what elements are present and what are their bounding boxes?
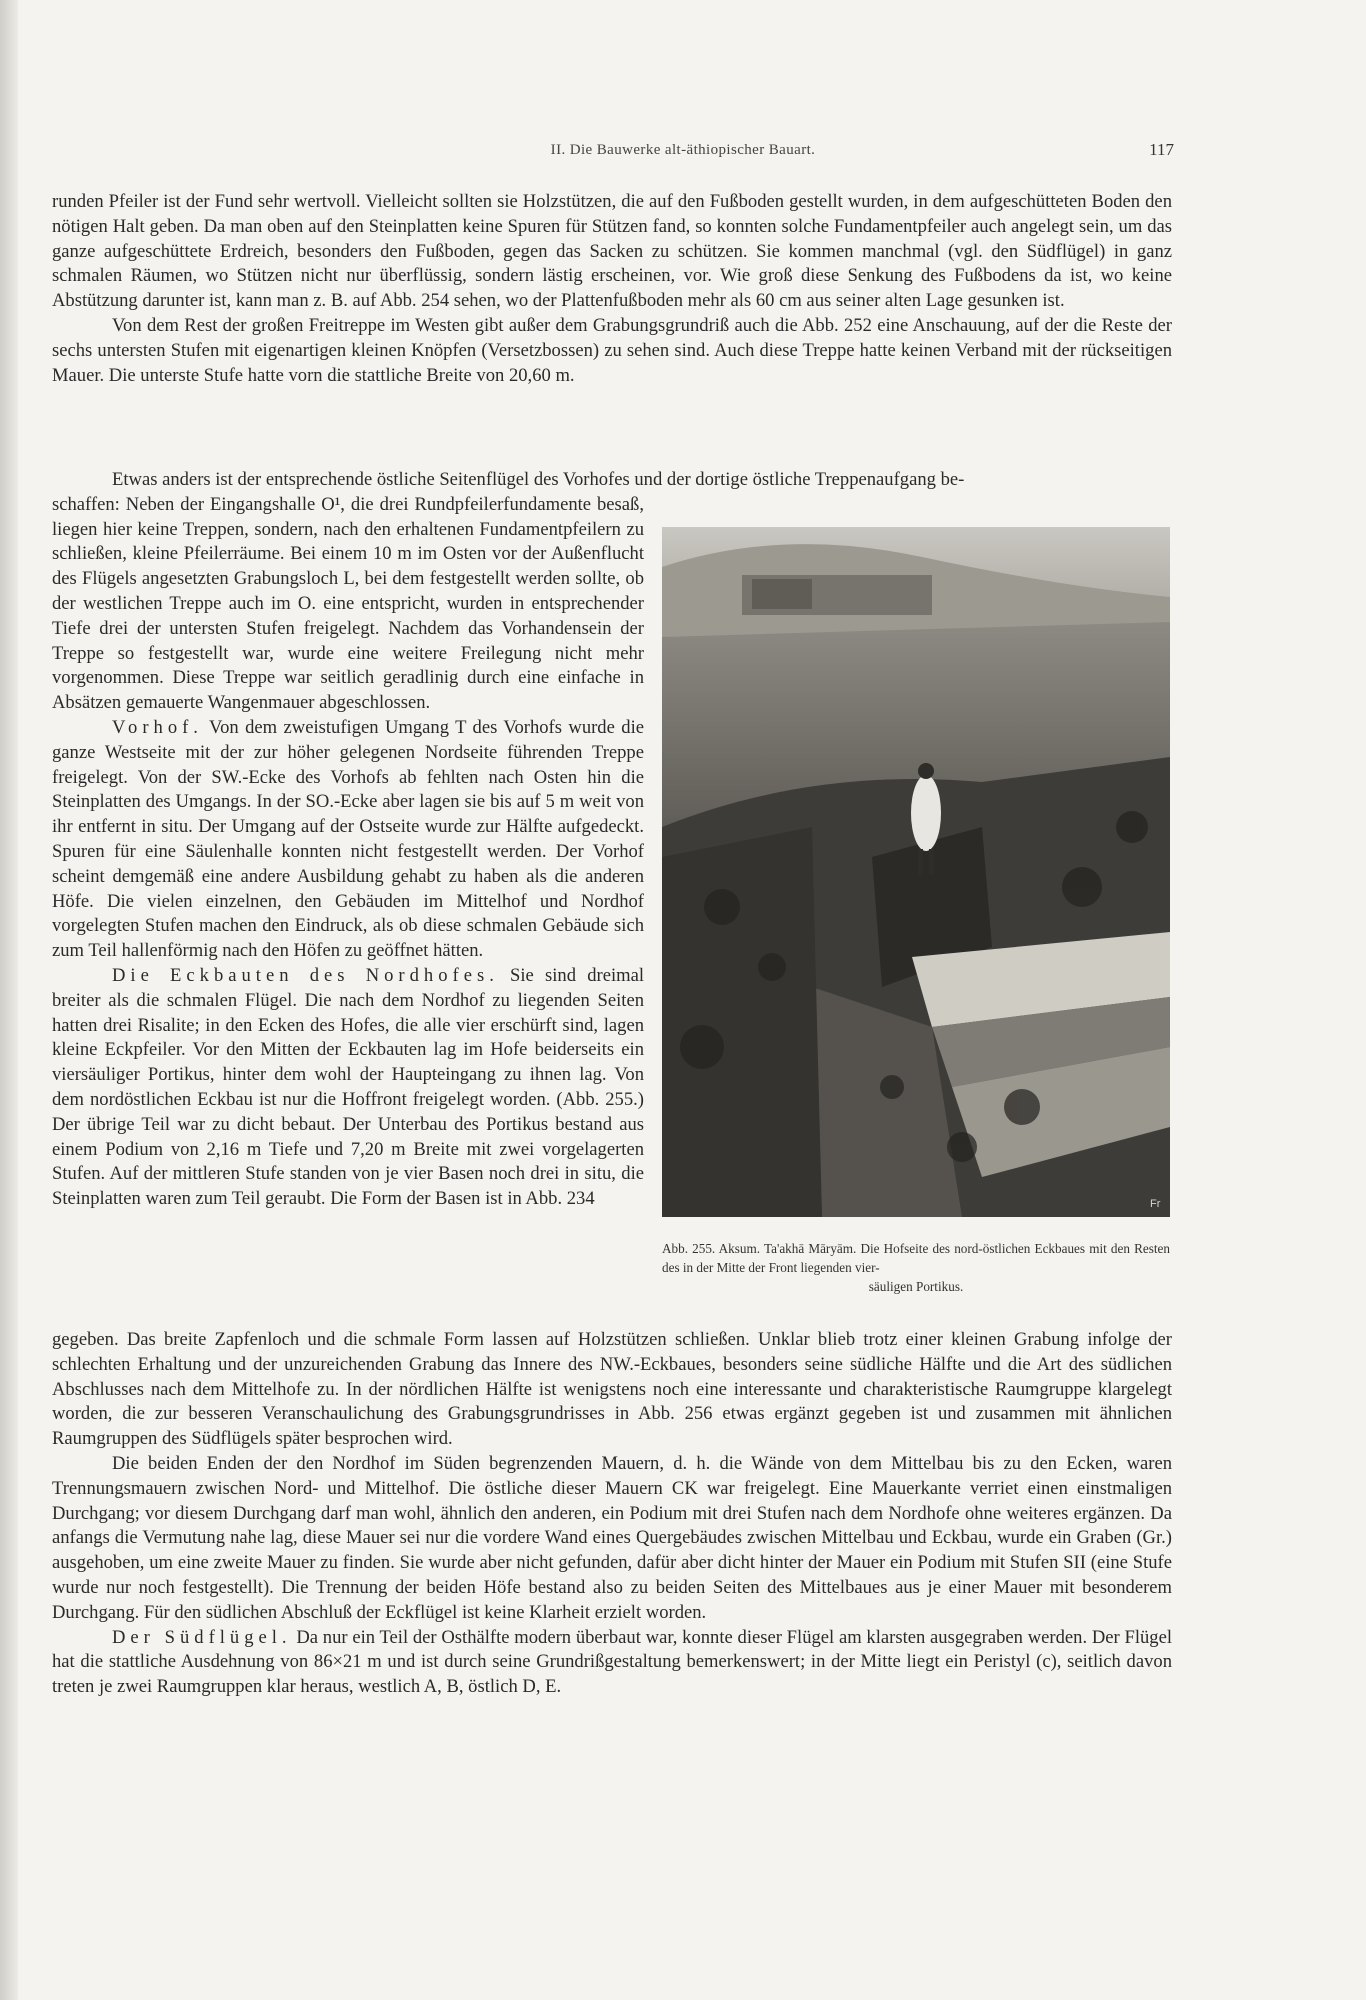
section-heading-vorhof: Vorhof. (112, 716, 203, 738)
excavation-photograph (662, 527, 1170, 1217)
page-edge-shadow (0, 0, 18, 2000)
paragraph (52, 964, 644, 1212)
figure-caption (662, 1239, 1170, 1296)
paragraph-body: Da nur ein Teil der Osthälfte modern überbaut war, konnte dieser Flügel am klarsten ausgegraben werden. Der Flügel hat die stattliche Ausdehnung von 86×21 m und ist durch seine Grundrißgestaltung bemerkenswert; in der Mitte liegt ein Peristyl (c), seitlich davon treten je zwei Raumgruppen klar heraus, westlich A, B, östlich D, E. (52, 1626, 1172, 1698)
caption-text: Abb. 255. Aksum. Ta'akhā Māryām. Die Hofseite des nord-östlichen Eckbaues mit den Resten des in der Mitte der Front liegenden vier- (662, 1241, 1170, 1275)
paragraph: runden Pfeiler ist der Fund sehr wertvoll. Vielleicht sollten sie Holzstützen, die auf den Fußboden gestellt wurden, in dem aufgeschütteten Boden den nötigen Halt geben. Da man oben auf den Steinplatten keine Spuren für Stützen fand, so konnten solche Fundamentpfeiler auch angelegt sein, um das ganze aufgeschüttete Erdreich, besonders den Fußboden, gegen das Sacken zu schützen. Sie kommen manchmal (vgl. den Südflügel) in ganz schmalen Räumen, wo Stützen nicht nur überflüssig, sondern lästig erscheinen, vor. Wie groß diese Senkung des Fußbodens da ist, wo keine Abstützung darunter ist, kann man z. B. auf Abb. 254 sehen, wo der Plattenfußboden mehr als 60 cm aus seiner alten Lage gesunken ist. (52, 191, 1172, 312)
photo-illustration (662, 527, 1170, 1217)
section-heading-suedfluegel: Der Südflügel. (112, 1626, 292, 1648)
page-header (0, 142, 1366, 166)
paragraph-body: Sie sind dreimal breiter als die schmalen Flügel. Die nach dem Nordhof zu liegenden Seiten hatten drei Risalite; in den Ecken des Hofes, die alle vier erschürft sind, lagen kleine Eckpfeiler. Vor den Mitten der Eckbauten lag im Hofe beiderseits ein viersäuliger Portikus, hinter dem wohl der Haupteingang zu ihnen lag. Von dem nordöstlichen Eckbau ist nur die Hoffront freigelegt worden. (Abb. 255.) Der übrige Teil war zu dicht bebaut. Der Unterbau des Portikus bestand aus einem Podium von 2,16 m Tiefe und 7,20 m Breite mit zwei vorgelagerten Stufen. Auf der mittleren Stufe standen von je vier Basen noch drei in situ, die Steinplatten waren zum Teil geraubt. Die Form der Basen ist in Abb. 234 (52, 964, 644, 1210)
paragraph (52, 716, 644, 964)
page-number: 117 (1149, 140, 1174, 159)
paragraph (52, 1626, 1172, 1700)
text-block-bottom (52, 1328, 1172, 1700)
paragraph-body: Von dem zweistufigen Umgang T des Vorhofs wurde die ganze Westseite mit der zur höher gelegenen Nordseite führenden Treppe freigelegt. Von der SW.-Ecke des Vorhofs ab fehlten nach Osten hin die Steinplatten des Umgangs. In der SO.-Ecke aber lagen sie bis auf 5 m weit von ihr entfernt in situ. Der Umgang auf der Ostseite wurde zur Hälfte aufgedeckt. Spuren für eine Säulenhalle konnten nicht festgestellt werden. Der Vorhof scheint demgemäß eine andere Ausbildung gehabt zu haben als die anderen Höfe. Die vielen einzelnen, den Gebäuden im Mittelhof und Nordhof vorgelegten Stufen machen den Eindruck, als ob diese schmalen Gebäude sich zum Teil hallenförmig nach den Höfen zu geöffnet hätten. (52, 716, 645, 962)
wrapped-text-column (52, 493, 644, 1212)
paragraph: schaffen: Neben der Eingangshalle O¹, die drei Rundpfeilerfundamente besaß, liegen hier keine Treppen, sondern, nach den erhaltenen Fundamentpfeilern zu schließen, kleine Pfeilerräume. Bei einem 10 m im Osten vor der Außenflucht des Flügels angesetzten Grabungsloch L, bei dem festgestellt werden sollte, ob der westlichen Treppe auch im O. eine entspricht, wurden in entsprechender Tiefe drei der untersten Stufen freigelegt. Nachdem das Vorhandensein der Treppe so festgestellt war, wurde eine weitere Freilegung nicht mehr vorgenommen. Diese Treppe war seitlich geradlinig durch eine einfache in Absätzen gemauerte Wangenmauer abgeschlossen. (52, 493, 644, 714)
photo-mark: Fr (1150, 1198, 1161, 1210)
figure-abb-255 (662, 527, 1170, 1296)
paragraph: Von dem Rest der großen Freitreppe im Westen gibt außer dem Grabungsgrundriß auch die Abb. 252 eine Anschauung, auf der die Reste der sechs untersten Stufen mit eigenartigen kleinen Knöpfen (Versetzbossen) zu sehen sind. Auch diese Treppe hatte keinen Verband mit der rückseitigen Mauer. Die unterste Stufe hatte vorn die stattliche Breite von 20,60 m. (52, 314, 1172, 386)
section-heading-eckbauten: Die Eckbauten des Nordhofes. (112, 964, 499, 986)
paragraph: Die beiden Enden der den Nordhof im Süden begrenzenden Mauern, d. h. die Wände von dem Mittelbau bis zu den Ecken, waren Trennungsmauern zwischen Nord- und Mittelhof. Die östliche dieser Mauern CK war freigelegt. Eine Mauerkante verriet einen einstmaligen Durchgang; vor diesem Durchgang darf man wohl, ähnlich den anderen, ein Podium mit drei Stufen nach dem Nordhofe ohne weiteres ergänzen. Da anfangs die Vermutung nahe lag, diese Mauer sei nur die vordere Wand eines Quergebäudes zwischen Mittelbau und Eckbau, wurde ein Graben (Gr.) ausgehoben, um eine zweite Mauer zu finden. Sie wurde aber nicht gefunden, dafür aber dicht hinter der Mauer ein Podium mit Stufen SII (eine Stufe wurde nur noch festgestellt). Die Trennung der beiden Höfe bestand also zu beiden Seiten des Mittelbaues aus je einer Mauer mit besonderem Durchgang. Für den südlichen Abschluß der Eckflügel ist keine Klarheit erzielt worden. (52, 1452, 1172, 1623)
caption-text-last-line: säuligen Portikus. (868, 1279, 964, 1294)
paragraph: Etwas anders ist der entsprechende östliche Seitenflügel des Vorhofes und der dortige östliche Treppenaufgang be- (112, 469, 965, 490)
paragraph: gegeben. Das breite Zapfenloch und die schmale Form lassen auf Holzstützen schließen. Unklar blieb trotz einer kleinen Grabung infolge der schlechten Erhaltung und der unzureichenden Grabung das Innere des NW.-Eckbaues, besonders seine südliche Hälfte und die Art des südlichen Abschlusses nach dem Mittelhofe zu. In der nördlichen Hälfte ist wenigstens noch eine interessante und charakteristische Raumgruppe klargelegt worden, die zur besseren Veranschaulichung des Grabungsgrundrisses in Abb. 256 etwas ergänzt gegeben ist und zusammen mit ähnlichen Raumgruppen des Südflügels später besprochen wird. (52, 1329, 1172, 1450)
running-title: II. Die Bauwerke alt-äthiopischer Bauart. (550, 142, 816, 158)
text-block-top (52, 190, 1172, 388)
